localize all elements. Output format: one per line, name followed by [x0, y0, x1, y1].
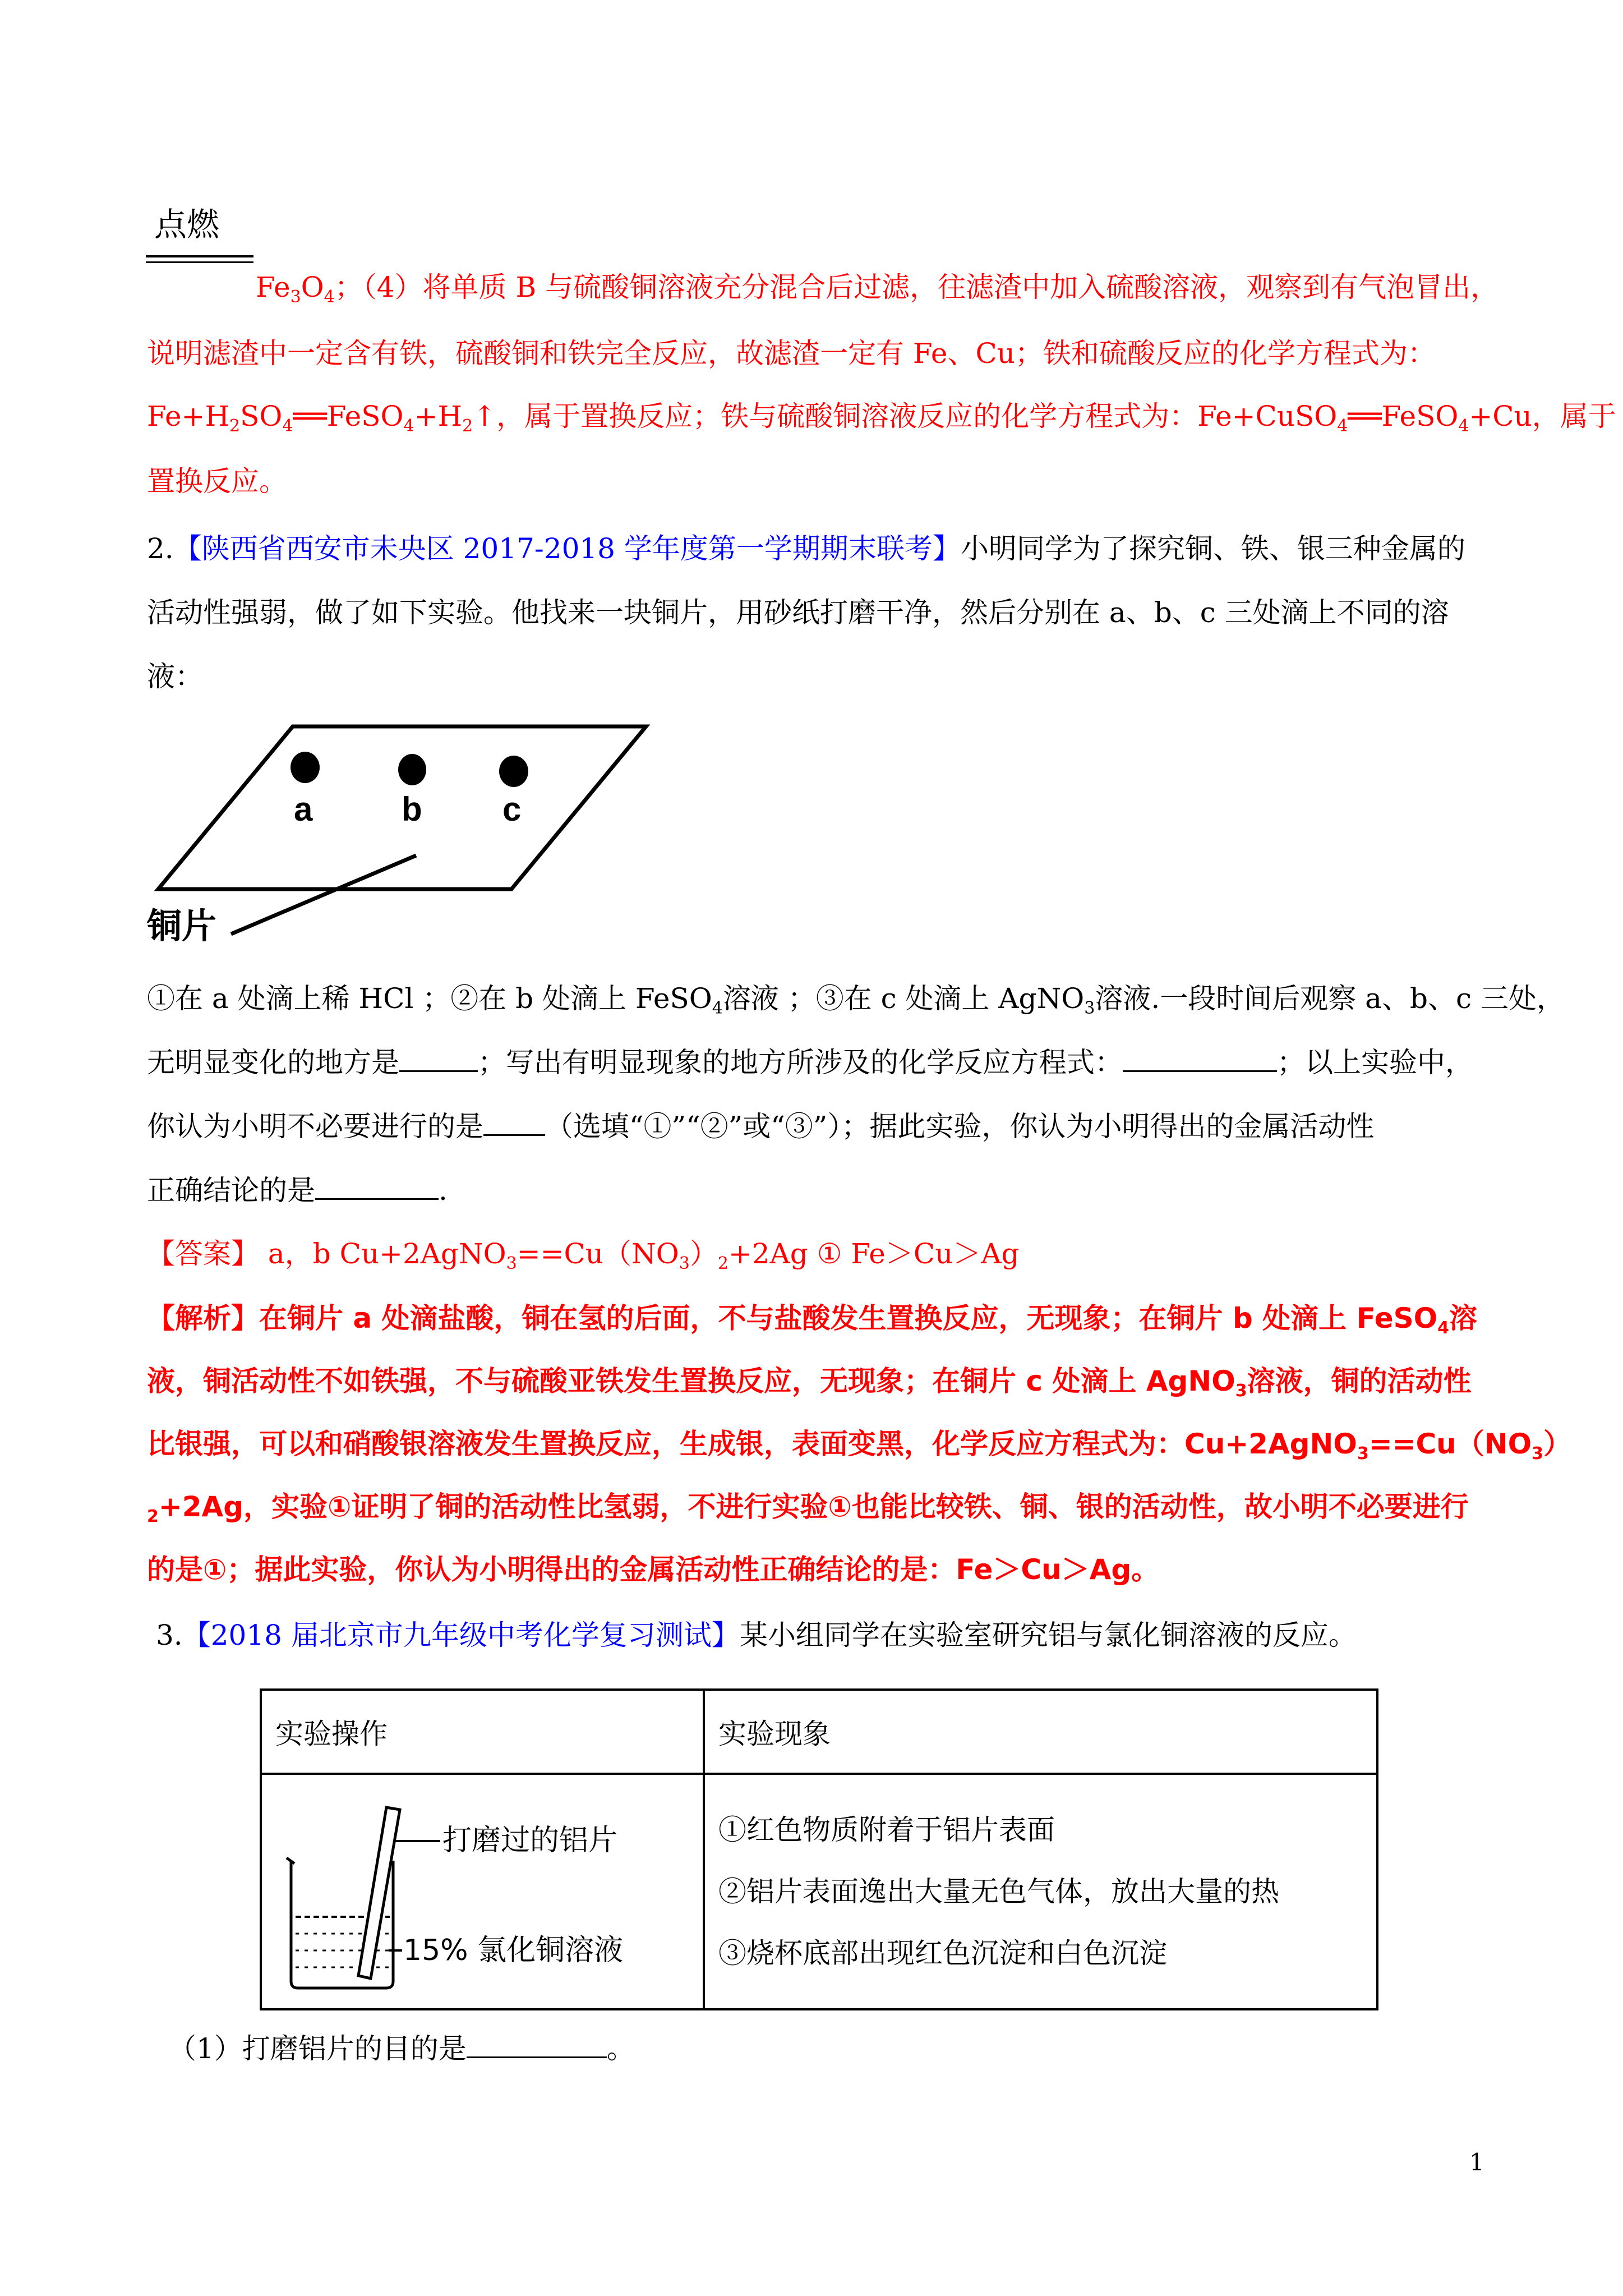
header-observation: 实验现象	[704, 1690, 1377, 1774]
drop-a	[291, 752, 320, 783]
q3-number: 3.	[156, 1619, 183, 1651]
q2-number: 2.	[147, 532, 174, 565]
q2-analysis-line-4: $_2$+2Ag，实验①证明了铜的活动性比氢弱，不进行实验①也能比较铁、铜、银的活动性，故小明不必要进行	[147, 1490, 1469, 1526]
q2-stem-line-3: 液：	[147, 660, 203, 693]
label-a: a	[294, 790, 313, 828]
q2-body-line-3: 你认为小明不必要进行的是 （选填“①”“②”或“③”）；据此实验，你认为小明得出的金属活动性	[147, 1108, 1482, 1143]
answer-cont-line-3: $Fe+H_2SO_4══FeSO_4+H_2↑$，属于置换反应；铁与硫酸铜溶液反应的化学方程式为：Fe+CuSO$_4$══FeSO$_4$+Cu，属于	[147, 400, 1616, 436]
observation-3: ③烧杯底部出现红色沉淀和白色沉淀	[718, 1937, 1167, 1970]
fragment-underline-2	[146, 261, 253, 263]
header-operation: 实验操作	[261, 1690, 704, 1774]
operation-cell	[261, 1774, 704, 2009]
q2-body-line-1: ①在 a 处滴上稀 HCl ；②在 b 处滴上 FeSO$_4$溶液 ；③在 c 处滴上 AgNO$_3$溶液.一段时间后观察 a、b、c 三处，	[147, 982, 1565, 1018]
beaker-figure	[262, 1779, 677, 2004]
ignite-fragment: 点燃	[154, 205, 220, 243]
q2-body-line-4: 正确结论的是 .	[147, 1172, 1482, 1207]
blank-5[interactable]	[467, 2031, 607, 2058]
blank-3[interactable]	[483, 1108, 545, 1136]
answer-cont-line-2: 说明滤渣中一定含有铁，硫酸铜和铁完全反应，故滤渣一定有 Fe、Cu；铁和硫酸反应的化学方程式为：	[147, 337, 1436, 370]
q2-analysis-line-5: 的是①；据此实验，你认为小明得出的金属活动性正确结论的是：Fe＞Cu＞Ag。	[147, 1553, 1160, 1586]
observation-1: ①红色物质附着于铝片表面	[718, 1814, 1055, 1846]
label-copper-plate: 铜片	[147, 905, 217, 946]
q2-stem-line-1: 2.【陕西省西安市未央区 2017-2018 学年度第一学期期末联考】小明同学为了探究铜、铁、银三种金属的	[147, 532, 1465, 565]
q2-analysis-line-3: 比银强，可以和硝酸银溶液发生置换反应，生成银，表面变黑，化学反应方程式为：$Cu+2AgNO_3==Cu(NO_3)$	[147, 1428, 1571, 1464]
q2-analysis-line-2: 液，铜活动性不如铁强，不与硫酸亚铁发生置换反应，无现象；在铜片 c 处滴上 AgNO$_3$溶液，铜的活动性	[147, 1365, 1472, 1401]
drop-b	[398, 754, 426, 785]
blank-2[interactable]	[1123, 1045, 1277, 1072]
q3-subquestion-1: （1）打磨铝片的目的是 。	[168, 2031, 1503, 2065]
q3-stem: 3.【2018 届北京市九年级中考化学复习测试】某小组同学在实验室研究铝与氯化铜溶液的反应。	[156, 1619, 1357, 1651]
label-copper-chloride: 15% 氯化铜溶液	[403, 1934, 624, 1967]
observation-cell	[704, 1774, 1377, 2009]
answer-cont-line-1: $Fe_3O_4$；（4）将单质 B 与硫酸铜溶液充分混合后过滤，往滤渣中加入硫酸溶液，观察到有气泡冒出，	[256, 271, 1499, 307]
fragment-underline	[146, 255, 253, 257]
label-polished-aluminum: 打磨过的铝片	[442, 1824, 618, 1857]
copper-plate-figure	[147, 718, 657, 954]
q2-stem-line-2: 活动性强弱，做了如下实验。他找来一块铜片，用砂纸打磨干净，然后分别在 a、b、c 三处滴上不同的溶	[147, 596, 1449, 629]
page-number: 1	[1469, 2148, 1484, 2176]
q3-source: 2018 届北京市九年级中考化学复习测试	[210, 1619, 712, 1651]
answer-cont-line-4: 置换反应。	[147, 465, 287, 498]
pointer-line	[231, 855, 416, 934]
q2-source: 陕西省西安市未央区 2017-2018 学年度第一学期期末联考	[201, 532, 933, 565]
label-c: c	[502, 790, 522, 828]
blank-4[interactable]	[315, 1172, 439, 1200]
drop-c	[499, 756, 528, 787]
observation-2: ②铝片表面逸出大量无色气体，放出大量的热	[718, 1875, 1279, 1908]
experiment-table	[260, 1688, 1378, 2010]
blank-1[interactable]	[399, 1045, 478, 1072]
q2-body-line-2: 无明显变化的地方是 ；写出有明显现象的地方所涉及的化学反应方程式： ；以上实验中，	[147, 1045, 1482, 1079]
label-b: b	[402, 790, 422, 828]
answer-label: 【答案】	[147, 1237, 259, 1270]
q2-analysis-line-1: 【解析】在铜片 a 处滴盐酸，铜在氢的后面，不与盐酸发生置换反应，无现象；在铜片 b 处滴上 FeSO$_4$溶	[147, 1302, 1477, 1338]
q2-answer: 【答案】 a，b $Cu+2AgNO_3==Cu(NO_3)_2+2Ag$ ① Fe＞Cu＞Ag	[147, 1237, 1020, 1273]
